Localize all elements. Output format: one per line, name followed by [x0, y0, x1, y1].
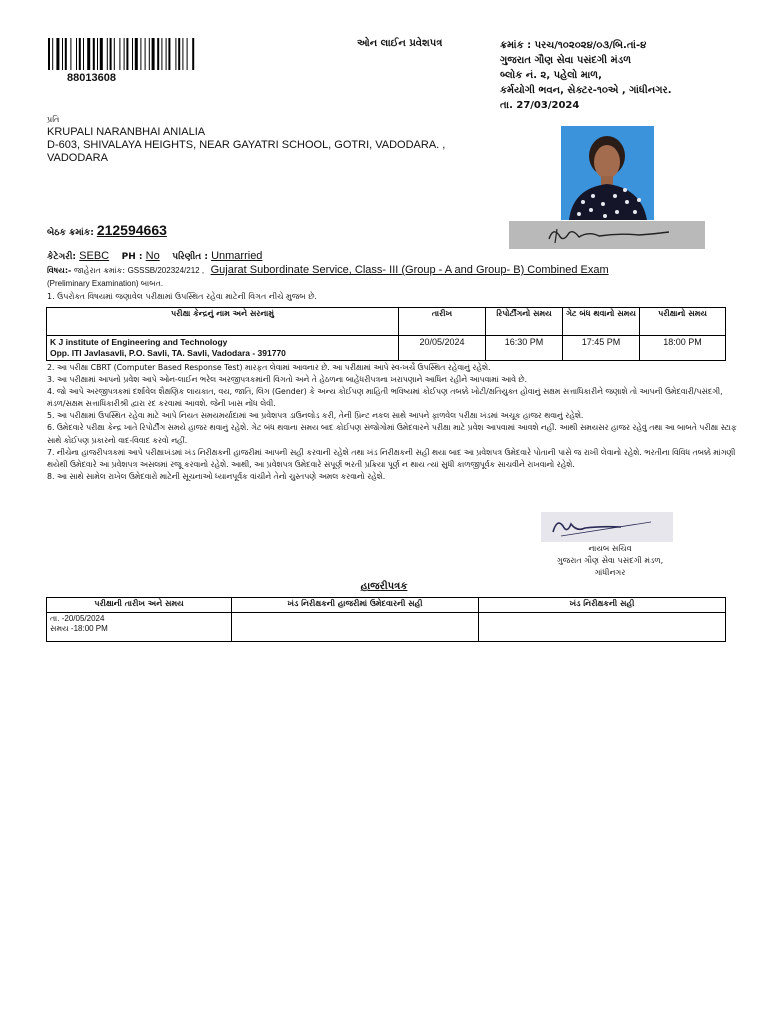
barcode-image — [48, 38, 242, 70]
to-label: પ્રતિ — [47, 115, 60, 124]
advt-label: જાહેરાત ક્રમાંક: — [73, 266, 126, 275]
table-header-row — [47, 308, 726, 336]
table-row — [47, 336, 726, 361]
instructions-list — [47, 362, 737, 483]
instruction-1: 1. ઉપરોક્ત વિષયમાં જણાવેલ પરીક્ષામાં ઉપસ્થિત રહેવા માટેની વિગત નીચે મુજબ છે. — [47, 292, 317, 301]
header-reporting: રિપોર્ટીંગનો સમય — [486, 308, 563, 336]
gate-close-time: 17:45 PM — [563, 336, 640, 361]
address-line-1: D-603, SHIVALAYA HEIGHTS, NEAR GAYATRI SCHOOL, GOTRI, VADODARA. , — [47, 139, 446, 151]
signatory-org: ગુજરાત ગૌણ સેવા પસંદગી મંડળ, — [556, 556, 664, 565]
seat-number-label: બેઠક ક્રમાંક: — [47, 228, 94, 238]
office-building: કર્મયોગી ભવન, સેક્ટર-૧૦એ , ગાંધીનગર. — [500, 85, 672, 96]
instruction-8: 8. આ સાથે સામેલ રાખેલ ઉમેદવારો માટેની સૂચનાઓ ધ્યાનપૂર્વક વાંચીને તેનો ચુસ્તપણે અમલ કરવાનો રહેશે. — [47, 471, 386, 481]
header-exam-time: પરીક્ષાનો સમય — [640, 308, 726, 336]
authority-signature — [541, 512, 673, 542]
seat-number: 212594663 — [96, 222, 167, 238]
instruction-7: 7. નીચેના હાજરીપત્રકમાં આપે પરીક્ષાખંડમાં ખંડ નિરીક્ષકની હાજરીમાં આપની સહી કરવાની રહેશે તથા ખંડ નિરીક્ષકની સહી થયા બાદ આ પ્રવેશપત્ર ઉમેદવારે પોતાની પાસે જ રાખી લેવાનો રહેશે. ભરતીના વિવિધ તબક્કે માંગણી થયેથી ઉમેદવારે આ પ્રવેશપત્ર અસલમાં રજૂ કરવાનો રહેશે. આથી, આ પ્રવેશપત્ર ઉમેદવારે સંપૂર્ણ ભરતી પ્રક્રિયા પૂર્ણ ન થાય ત્યાં સુધી કાળજીપૂર્વક સાચવીને રાખવાનો રહેશે. — [47, 447, 736, 469]
barcode-number: 88013608 — [67, 72, 116, 84]
table-row — [47, 613, 726, 642]
ph-value: No — [145, 250, 160, 262]
instruction-5: 5. આ પરીક્ષામાં ઉપસ્થિત રહેવા માટે આપે નિયત સમયમર્યાદામાં આ પ્રવેશપત્ર ડાઉનલોડ કરી, તેની પ્રિન્ટ નકલ સાથે આપને ફાળવેલ પરીક્ષા ખંડમાં અચૂક હાજર થવાનું રહેશે. — [47, 411, 584, 421]
candidate-signature — [509, 221, 705, 249]
header-gate-close: ગેટ બંધ થવાનો સમય — [563, 308, 640, 336]
marital-value: Unmarried — [211, 250, 263, 262]
candidate-category-row — [47, 250, 262, 262]
centre-address: Opp. ITI Javlasavli, P.O. Savli, TA. Savli, Vadodara - 391770 — [50, 348, 286, 358]
office-block: બ્લોક નં. ૨, પહેલો માળ, — [500, 70, 602, 81]
exam-time: 18:00 PM — [640, 336, 726, 361]
header-date: તારીખ — [399, 308, 486, 336]
marital-label: પરિણીત : — [172, 252, 208, 262]
subject-row — [47, 264, 609, 276]
exam-details-table — [46, 307, 726, 361]
invigilator-sign-cell — [479, 613, 726, 642]
attendance-title: હાજરીપત્રક — [360, 581, 408, 592]
subject-label: વિષય:- — [47, 266, 72, 275]
exam-date: 20/05/2024 — [399, 336, 486, 361]
office-name: ગુજરાત ગૌણ સેવા પસંદગી મંડળ — [500, 55, 631, 66]
ph-label: PH : — [121, 252, 143, 262]
reference-number: ક્રમાંક : પરચ/૧૦૨૦૨૪/૦૩/બિ.તાં-૪ — [500, 40, 647, 51]
seat-number-row — [47, 222, 167, 238]
signatory-designation: નાયબ સચિવ — [588, 544, 632, 553]
issue-date: તા. 27/03/2024 — [500, 100, 580, 111]
attendance-date: તા. -20/05/2024 — [50, 614, 105, 623]
attendance-header-candidate-sign: ખંડ નિરીક્ષકની હાજરીમાં ઉમેદવારની સહી — [232, 598, 479, 613]
instruction-3: 3. આ પરીક્ષામાં આપનો પ્રવેશ આપે ઓન-લાઈન ભરેલ અરજીપત્રકમાંની વિગતો અને તે હેઠળના બાહેંધરીપત્રના ખરાપણાને આધિન રહીને આપવામાં આવે છે. — [47, 375, 527, 385]
office-address-block — [500, 38, 672, 113]
attendance-header-row — [47, 598, 726, 613]
attendance-table — [46, 597, 726, 642]
exam-name: Gujarat Subordinate Service, Class- III (Group - A and Group- B) Combined Exam — [210, 264, 609, 276]
exam-centre — [47, 336, 399, 361]
candidate-name: KRUPALI NARANBHAI ANIALIA — [47, 126, 206, 138]
attendance-header-datetime: પરીક્ષાની તારીખ અને સમય — [47, 598, 232, 613]
signatory-city: ગાંધીનગર — [594, 568, 626, 577]
instruction-6: 6. ઉમેદવારે પરીક્ષા કેન્દ્ર ખાતે રિપોર્ટીંગ સમયે હાજર થવાનું રહેશે. ગેટ બંધ થવાના સમય બાદ કોઈપણ સંજોગોમાં ઉમેદવારને પરીક્ષા માટે પ્રવેશ આપવામાં આવશે નહીં. આથી સમયસર હાજર રહેવું તથા આ બાબતે પરીક્ષા સ્ટાફ સાથે કોઈપણ પ્રકારનો વાદ-વિવાદ કરવો નહીં. — [47, 423, 737, 445]
advt-number: GSSSB/202324/212 , — [127, 266, 205, 275]
instruction-4: 4. જો આપે અરજીપત્રકમાં દર્શાવેલ શૈક્ષણિક લાયકાત, વય, જાતિ, લિંગ (Gender) કે અન્ય કોઈપણ માહિતી ભવિષ્યમાં કોઈપણ તબક્કે ખોટી/ક્ષતિયુક્ત હોવાનું સક્ષમ સત્તાધિકારીને જણાશે તો આપની ઉમેદવારી/પસંદગી, મંડળ/સક્ષમ સત્તાધિકારીશ્રી દ્વારા રદ કરવામાં આવશે. જેની ખાસ નોંધ લેવી. — [47, 387, 723, 409]
centre-name: K J institute of Engineering and Technology — [50, 337, 228, 347]
preliminary-note: (Preliminary Examination) બાબત. — [47, 279, 164, 288]
candidate-sign-cell — [232, 613, 479, 642]
document-title: ઓન લાઈન પ્રવેશપત્ર — [357, 38, 443, 49]
category-label: કેટેગરી: — [47, 252, 76, 262]
attendance-datetime — [47, 613, 232, 642]
attendance-time: સમય -18:00 PM — [50, 624, 108, 633]
address-line-2: VADODARA — [47, 152, 108, 164]
category-value: SEBC — [79, 250, 110, 262]
reporting-time: 16:30 PM — [486, 336, 563, 361]
recipient-address — [47, 126, 445, 165]
header-centre: પરીક્ષા કેન્દ્રનું નામ અને સરનામું — [47, 308, 399, 336]
signatory-block — [530, 543, 690, 579]
instruction-2: 2. આ પરીક્ષા CBRT (Computer Based Response Test) મારફત લેવામાં આવનાર છે. આ પરીક્ષામાં આપે સ્વ-ખર્ચે ઉપસ્થિત રહેવાનું રહેશે. — [47, 363, 491, 372]
candidate-photo — [561, 126, 654, 220]
attendance-header-invigilator-sign: ખંડ નિરીક્ષકની સહી — [479, 598, 726, 613]
